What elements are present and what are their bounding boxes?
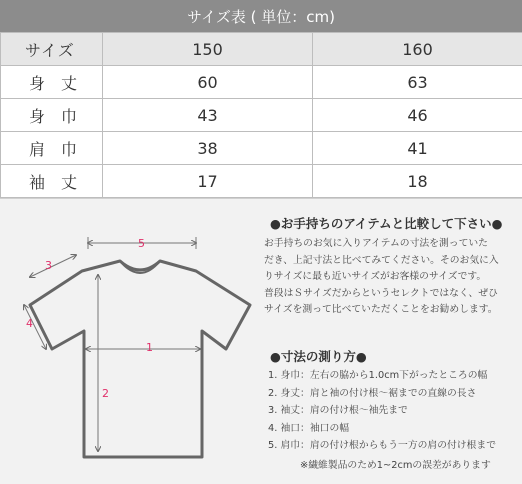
- compare-text: [264, 236, 514, 319]
- compare-line: 普段はＳサイズだからというセレクトではなく、ぜひ: [264, 286, 514, 303]
- table-cell: 46: [313, 99, 522, 132]
- marker-5: 5: [138, 237, 145, 250]
- marker-4: 4: [26, 317, 33, 330]
- row-label: 身巾: [1, 99, 103, 132]
- row-label: 袖丈: [1, 165, 103, 198]
- compare-line: お手持ちのお気に入りアイテムの寸法を測っていた: [264, 236, 514, 253]
- size-table: [0, 32, 522, 198]
- header-150: 150: [103, 33, 313, 66]
- compare-heading: ●お手持ちのアイテムと比較して下さい●: [270, 214, 503, 232]
- table-cell: 17: [103, 165, 313, 198]
- measure-list: [268, 367, 496, 455]
- table-cell: 63: [313, 66, 522, 99]
- tolerance-note: ※繊維製品のため1~2cmの誤差があります: [300, 457, 491, 471]
- measure-heading: ●寸法の測り方●: [270, 347, 367, 365]
- size-chart-title: サイズ表 ( 単位：cm): [0, 0, 522, 32]
- table-row: [1, 66, 522, 99]
- tshirt-outline: [30, 261, 250, 457]
- marker-1: 1: [146, 341, 153, 354]
- table-cell: 38: [103, 132, 313, 165]
- header-size: サイズ: [1, 33, 103, 66]
- row-label: 肩巾: [1, 132, 103, 165]
- compare-line: りサイズに最も近いサイズがお客様のサイズです。: [264, 269, 514, 286]
- measure-item: 3. 袖丈：肩の付け根〜袖先まで: [268, 402, 496, 420]
- measure-item: 1. 身巾：左右の脇から1.0cm下がったところの幅: [268, 367, 496, 385]
- table-cell: 18: [313, 165, 522, 198]
- table-cell: 43: [103, 99, 313, 132]
- table-cell: 60: [103, 66, 313, 99]
- table-header-row: [1, 33, 522, 66]
- row-label: 身丈: [1, 66, 103, 99]
- tshirt-diagram: [0, 199, 260, 484]
- measurement-panel: [0, 198, 522, 484]
- table-row: [1, 165, 522, 198]
- table-cell: 41: [313, 132, 522, 165]
- table-row: [1, 132, 522, 165]
- marker-3: 3: [45, 259, 52, 272]
- measure-item: 4. 袖口：袖口の幅: [268, 420, 496, 438]
- measure-item: 2. 身丈：肩と袖の付け根〜裾までの直線の長さ: [268, 385, 496, 403]
- marker-2: 2: [102, 387, 109, 400]
- measure-item: 5. 肩巾：肩の付け根からもう一方の肩の付け根まで: [268, 437, 496, 455]
- compare-line: サイズを測って比べていただくことをお勧めします。: [264, 302, 514, 319]
- table-row: [1, 99, 522, 132]
- compare-line: だき、上記寸法と比べてみてください。そのお気に入: [264, 253, 514, 270]
- header-160: 160: [313, 33, 522, 66]
